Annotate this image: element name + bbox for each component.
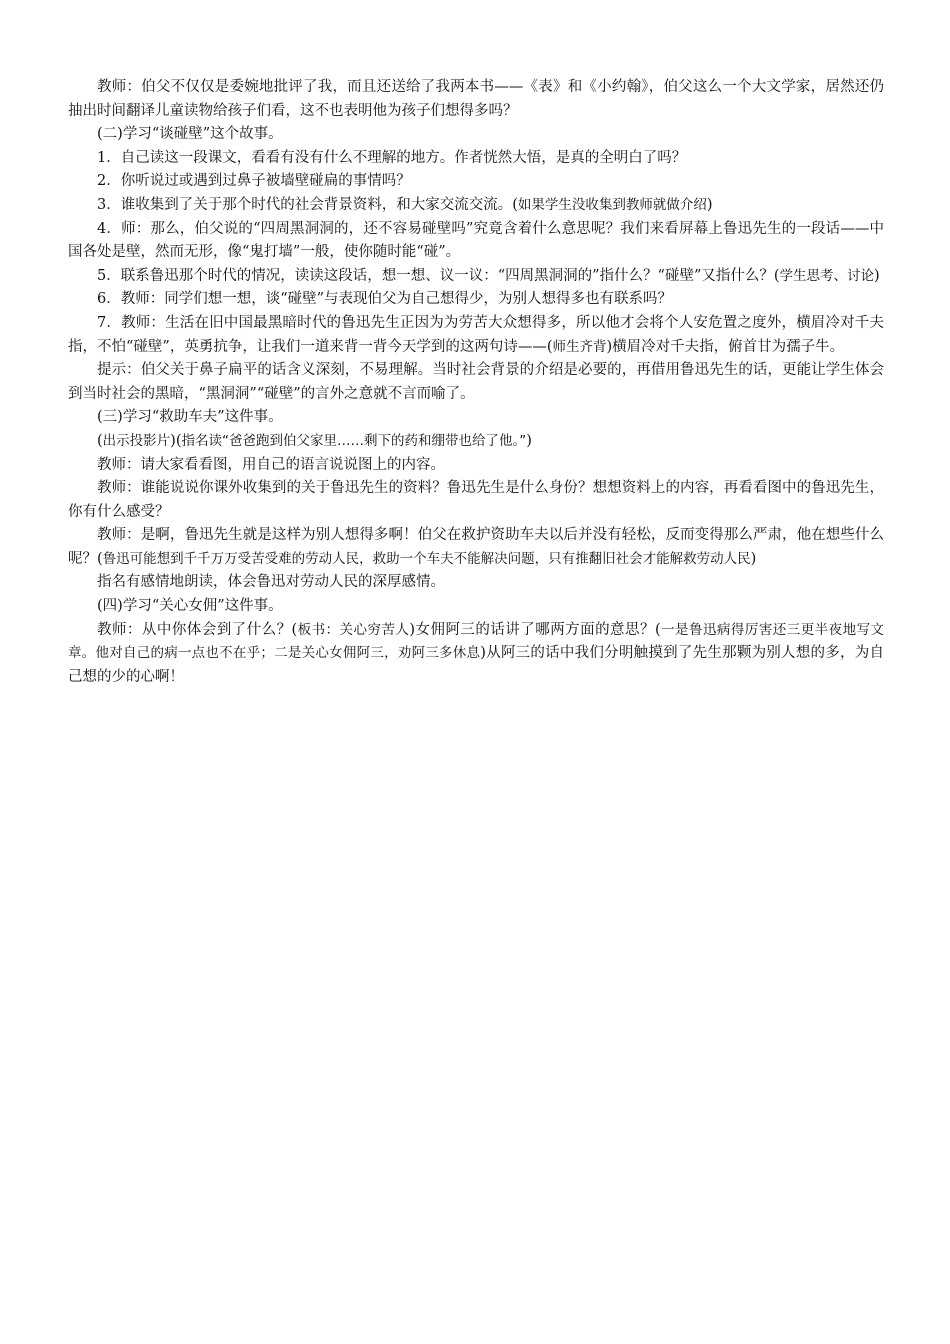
annotation: 指名读“爸爸跑到伯父家里……剩下的药和绷带也给了他。” bbox=[181, 432, 527, 449]
text: ) bbox=[706, 196, 713, 213]
annotation: 出示投影片 bbox=[102, 432, 171, 449]
text: ( bbox=[97, 432, 103, 449]
paragraph-luxun-thinking bbox=[68, 524, 884, 571]
text: (四)学习“关心女佣”这件事。 bbox=[97, 598, 283, 615]
text: (二)学习“谈碰壁”这个故事。 bbox=[97, 126, 283, 143]
text: 教师：是啊，鲁迅先生就是这样为别人想得多啊！伯父在救护资助车夫以后并没有轻松，反而变得那么严肃，他在想些什么呢？( bbox=[68, 527, 884, 567]
text: ) bbox=[750, 550, 757, 567]
annotation: 鲁迅可能想到千千万万受苦受难的劳动人民，救助一个车夫不能解决问题，只有推翻旧社会才能解救劳动人民 bbox=[102, 550, 751, 567]
text: 2．你听说过或遇到过鼻子被墙壁碰扁的事情吗？ bbox=[97, 173, 411, 190]
annotation: 板书：关心穷苦人 bbox=[297, 621, 410, 638]
step-5 bbox=[68, 265, 884, 289]
text: 6．教师：同学们想一想，谈“碰壁”与表现伯父为自己想得少，为别人想得多也有联系吗？ bbox=[97, 291, 673, 308]
text: 指名有感情地朗读，体会鲁迅对劳动人民的深厚感情。 bbox=[97, 574, 445, 591]
step-3 bbox=[68, 194, 884, 218]
annotation: 一是鲁迅病得厉害还三更半夜地写文章。他对自己的病一点也不在乎；二是关心女佣阿三，劝阿三多休息 bbox=[68, 621, 885, 662]
text: )横眉冷对千夫指，俯首甘为孺子牛。 bbox=[606, 338, 845, 355]
text: 1．自己读这一段课文，看看有没有什么不理解的地方。作者恍然大悟，是真的全明白了吗？ bbox=[97, 149, 687, 166]
text: )( bbox=[170, 432, 182, 449]
text: )从阿三的话中我们分明触摸到了先生那颗为别人想的多，为自己想的少的心啊！ bbox=[68, 645, 885, 685]
step-7 bbox=[68, 312, 884, 359]
annotation: 如果学生没收集到教师就做介绍 bbox=[517, 196, 707, 213]
step-1 bbox=[68, 147, 884, 171]
text: 5．联系鲁迅那个时代的情况，读读这段话，想一想、议一议：“四周黑洞洞的”指什么？“碰壁”又指什么？( bbox=[97, 267, 780, 284]
text: ) bbox=[874, 267, 880, 284]
section-heading-nvyong bbox=[68, 595, 884, 619]
section-heading-pengbi bbox=[68, 123, 884, 147]
paragraph-luxun-identity bbox=[68, 477, 884, 524]
paragraph-read-aloud bbox=[68, 571, 884, 595]
text: 教师：从中你体会到了什么？( bbox=[97, 621, 298, 638]
step-2 bbox=[68, 170, 884, 194]
hint-paragraph bbox=[68, 359, 884, 406]
section-heading-chefu bbox=[68, 406, 884, 430]
text: (三)学习“救助车夫”这件事。 bbox=[97, 409, 283, 426]
paragraph-look-picture bbox=[68, 454, 884, 478]
text: 教师：谁能说说你课外收集到的关于鲁迅先生的资料？鲁迅先生是什么身份？想想资料上的内容，再看看图中的鲁迅先生，你有什么感受？ bbox=[68, 480, 884, 520]
step-4 bbox=[68, 218, 884, 265]
text: 教师：伯父不仅仅是委婉地批评了我，而且还送给了我两本书——《表》和《小约翰》，伯父这么一个大文学家，居然还仍抽出时间翻译儿童读物给孩子们看，这不也表明他为孩子们想得多吗？ bbox=[68, 79, 884, 119]
text: 提示：伯父关于鼻子扁平的话含义深刻，不易理解。当时社会背景的介绍是必要的，再借用鲁迅先生的话，更能让学生体会到当时社会的黑暗，“黑洞洞”“碰壁”的言外之意就不言而喻了。 bbox=[68, 362, 884, 402]
document-page bbox=[68, 76, 884, 689]
annotation: 师生齐背 bbox=[552, 338, 607, 355]
paragraph-teacher-books bbox=[68, 76, 884, 123]
paragraph-ah-san bbox=[68, 619, 884, 690]
text: ) bbox=[526, 432, 532, 449]
projection-instruction bbox=[68, 430, 884, 454]
step-6 bbox=[68, 288, 884, 312]
text: 3．谁收集到了关于那个时代的社会背景资料，和大家交流交流。( bbox=[97, 196, 518, 213]
text: 教师：请大家看看图，用自己的语言说说图上的内容。 bbox=[97, 456, 445, 473]
annotation: 学生思考、讨论 bbox=[779, 267, 875, 284]
text: 4．师：那么，伯父说的“四周黑洞洞的，还不容易碰壁吗”究竟含着什么意思呢？我们来看屏幕上鲁迅先生的一段话——中国各处是壁，然而无形，像“鬼打墙”一般，使你随时能“碰”。 bbox=[68, 220, 884, 261]
text: )女佣阿三的话讲了哪两方面的意思？( bbox=[409, 621, 661, 638]
text: 7．教师：生活在旧中国最黑暗时代的鲁迅先生正因为为劳苦大众想得多，所以他才会将个人安危置之度外，横眉冷对千夫指，不怕“碰壁”，英勇抗争，让我们一道来背一背今天学到的这两句诗——( bbox=[68, 314, 884, 355]
